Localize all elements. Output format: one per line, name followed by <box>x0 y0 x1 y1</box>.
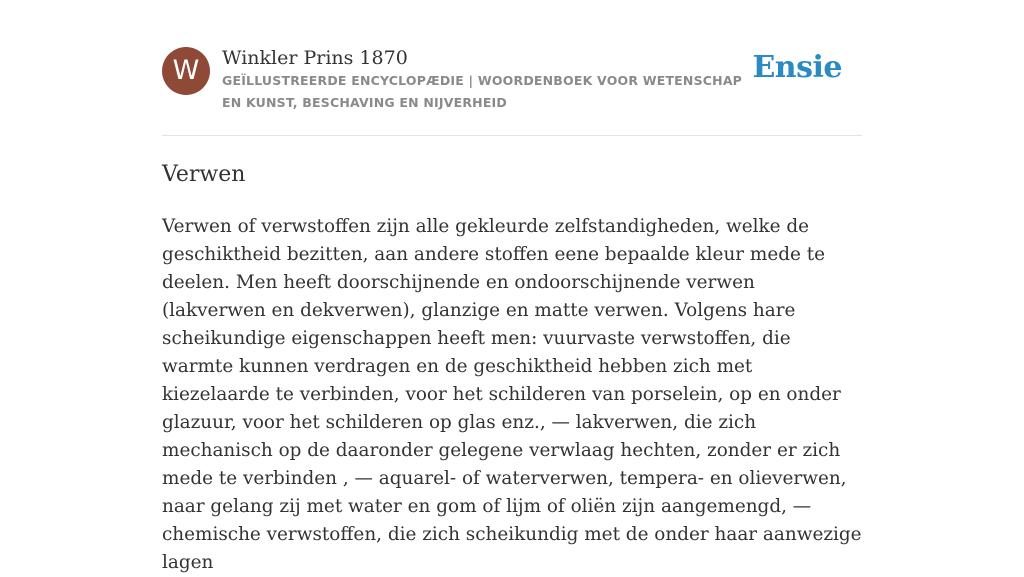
article-title: Verwen <box>162 162 246 187</box>
source-subtitle: GEÏLLUSTREERDE ENCYCLOPÆDIE | WOORDENBOEK VOOR WETENSCHAP EN KUNST, BESCHAVING EN NIJVERHEID <box>222 73 743 110</box>
source-title[interactable]: Winkler Prins 1870 <box>222 47 408 69</box>
ensie-logo[interactable]: Ensie <box>752 50 842 85</box>
article-body: Verwen of verwstoffen zijn alle gekleurde zelfstandigheden, welke de geschiktheid bezitten, aan andere stoffen eene bepaalde kleur mede te deelen. Men heeft doorschijnende en ondoorschijnende verwen (lakverwen en dekverwen), glanzige en matte verwen. Volgens hare scheikundige eigenschappen heeft men: vuurvaste verwstoffen, die warmte kunnen verdragen en de geschiktheid hebben zich met kiezelaarde te verbinden, voor het schilderen van porselein, op en onder glazuur, voor het schilderen op glas enz., — lakverwen, die zich mechanisch op de daaronder gelegene verwlaag hechten, zonder er zich mede te verbinden , — aquarel- of waterverwen, tempera- en olieverwen, naar gelang zij met water en gom of lijm of oliën zijn aangemengd, — chemische verwstoffen, die zich scheikundig met de onder haar aanwezige lagen <box>162 216 862 573</box>
page-container <box>162 44 862 577</box>
source-meta <box>222 45 752 114</box>
source-header <box>162 44 862 136</box>
source-avatar[interactable]: W <box>162 47 210 95</box>
